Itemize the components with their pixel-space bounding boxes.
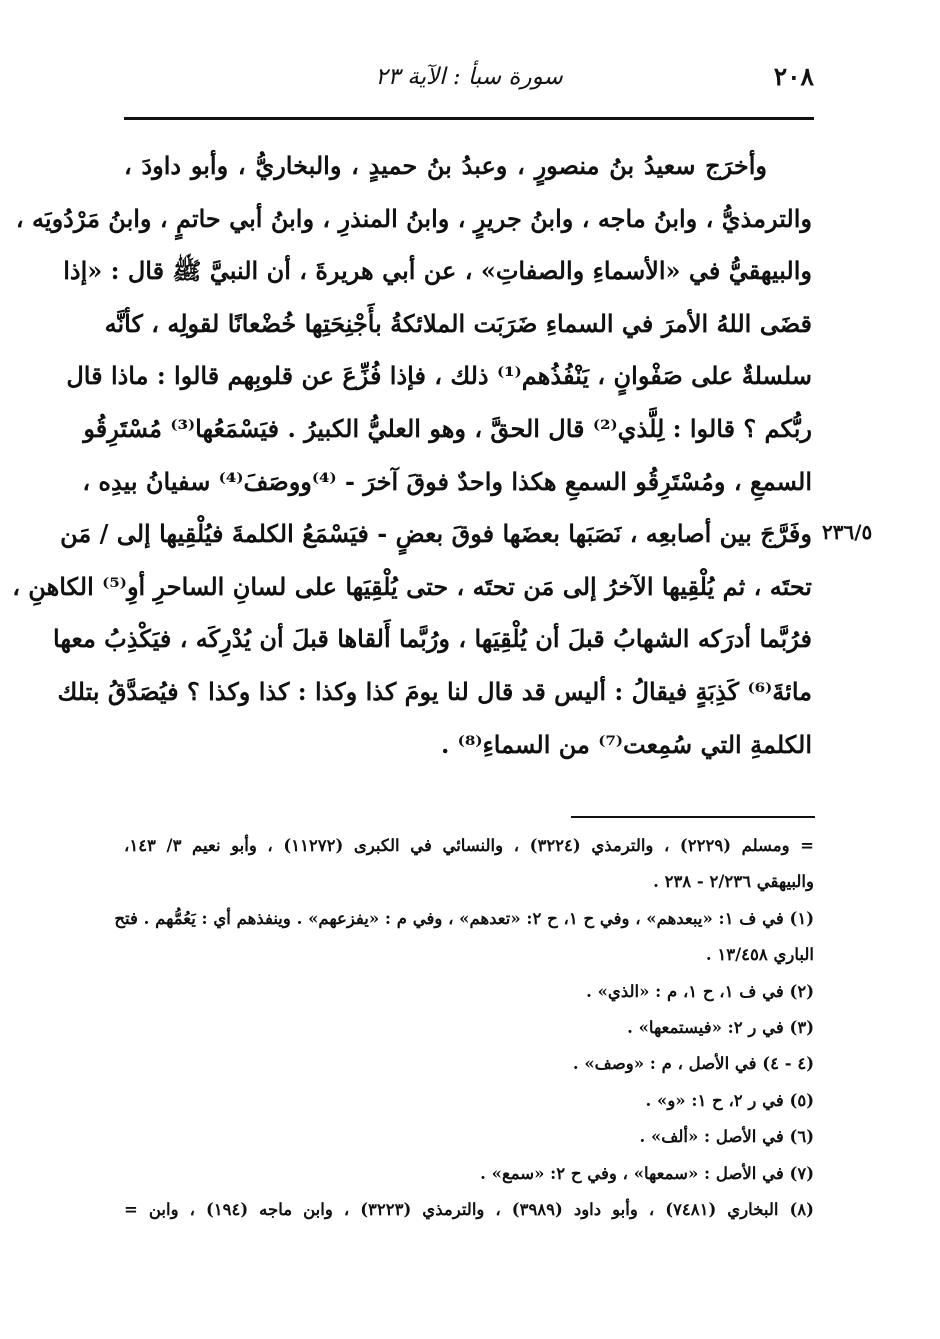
page-header <box>124 58 814 104</box>
header-rule <box>124 117 814 120</box>
footnote-line: والبيهقي ٢/٢٣٦ - ٢٣٨ . <box>653 872 814 892</box>
footnote-line: الباري ١٣/٤٥٨ . <box>705 945 814 965</box>
text-line: والبيهقيُّ في «الأسماءِ والصفاتِ» ، عن أبي هريرةَ ، أن النبيَّ ﷺ قال : «إذا <box>63 256 812 286</box>
text-line: السمعِ ، ومُسْتَرِقُو السمعِ هكذا واحدٌ فوقَ آخرَ - ⁽⁴⁾ووصَفَ⁽⁴⁾ سفيانُ بيدِه ، <box>82 466 812 496</box>
text-line: تحتَه ، ثم يُلْقِيها الآخرُ إلى مَن تحتَه ، حتى يُلْقِيَها على لسانِ الساحرِ أوِ⁽⁵⁾ الكاهنِ ، <box>12 571 812 601</box>
footnote-line: (٨) البخاري (٧٤٨١) ، وأبو داود (٣٩٨٩) ، والترمذي (٣٢٢٣) ، وابن ماجه (١٩٤) ، وابن = <box>124 1199 814 1219</box>
footnote-line: (٤ - ٤) في الأصل ، م : «وصف» . <box>572 1054 814 1074</box>
text-line: ربُّكم ؟ قالوا : لِلَّذي⁽²⁾ قال الحقَّ ، وهو العليُّ الكبيرُ . فيَسْمَعُها⁽³⁾ مُسْتَرِقُو <box>83 413 812 443</box>
text-line: سلسلةٌ على صَفْوانٍ ، يَنْفُذُهم⁽¹⁾ ذلك ، فإذا فُزِّعَ عن قلوبِهم قالوا : ماذا قال <box>66 361 812 391</box>
footnote-line: (٥) في ر ٢، ح ١: «و» . <box>645 1090 814 1110</box>
footnote-line: = ومسلم (٢٢٢٩) ، والترمذي (٣٢٢٤) ، والنسائي في الكبرى (١١٢٧٢) ، وأبو نعيم ٣/ ١٤٣، <box>124 836 814 855</box>
text-line: والترمذيُّ ، وابنُ ماجه ، وابنُ جريرٍ ، وابنُ المنذرِ ، وابنُ أبي حاتمٍ ، وابنُ مَرْدُويَه ، <box>15 203 812 233</box>
page-number: ٢٠٨ <box>773 62 814 91</box>
footnote-line: (١) في ف ١: «يبعدهم» ، وفي ح ١، ح ٢: «تعدهم» ، وفي م : «يفزعهم» . وينفذهم أي : يَعُمُّهم . فتح <box>114 908 814 928</box>
main-text <box>12 140 812 771</box>
text-line: وأخرَج سعيدُ بنُ منصورٍ ، وعبدُ بنُ حميدٍ ، والبخاريُّ ، وأبو داودَ ، <box>124 151 767 180</box>
footnote-line: (٦) في الأصل : «ألف» . <box>639 1127 814 1147</box>
footnote-line: (٢) في ف ١، ح ١، م : «الذي» . <box>586 981 814 1001</box>
footnote-line: (٣) في ر ٢: «فيستمعها» . <box>627 1017 814 1037</box>
footnotes <box>114 828 814 1228</box>
margin-reference: ٢٣٦/٥ <box>822 520 873 544</box>
text-line: الكلمةِ التي سُمِعت⁽⁷⁾ من السماءِ⁽⁸⁾ . <box>440 729 812 759</box>
text-line: مائةَ⁽⁶⁾ كَذِبَةٍ فيقالُ : أليس قد قال لنا يومَ كذا وكذا : كذا وكذا ؟ فيُصَدَّقُ بتلك <box>57 676 812 706</box>
text-line: فرُبَّما أدرَكه الشهابُ قبلَ أن يُلْقِيَها ، ورُبَّما أَلقاها قبلَ أن يُدْرِكَه ، فيَكْذِبُ معها <box>53 624 812 654</box>
footnote-line: (٧) في الأصل : «سمعها» ، وفي ح ٢: «سمع» . <box>480 1163 814 1183</box>
text-line: قضَى اللهُ الأمرَ في السماءِ ضَرَبَت الملائكةُ بأَجْنِحَتِها خُضْعانًا لقولِه ، كأنَّه <box>104 308 812 338</box>
footnote-rule <box>571 816 815 818</box>
running-title: سورة سبأ : الآية ٢٣ <box>375 64 563 90</box>
text-line: وفَرَّجَ بين أصابعِه ، نَصَبَها بعضَها فوقَ بعضٍ - فيَسْمَعُ الكلمةَ فيُلْقِيها إلى / مَن <box>60 519 812 549</box>
